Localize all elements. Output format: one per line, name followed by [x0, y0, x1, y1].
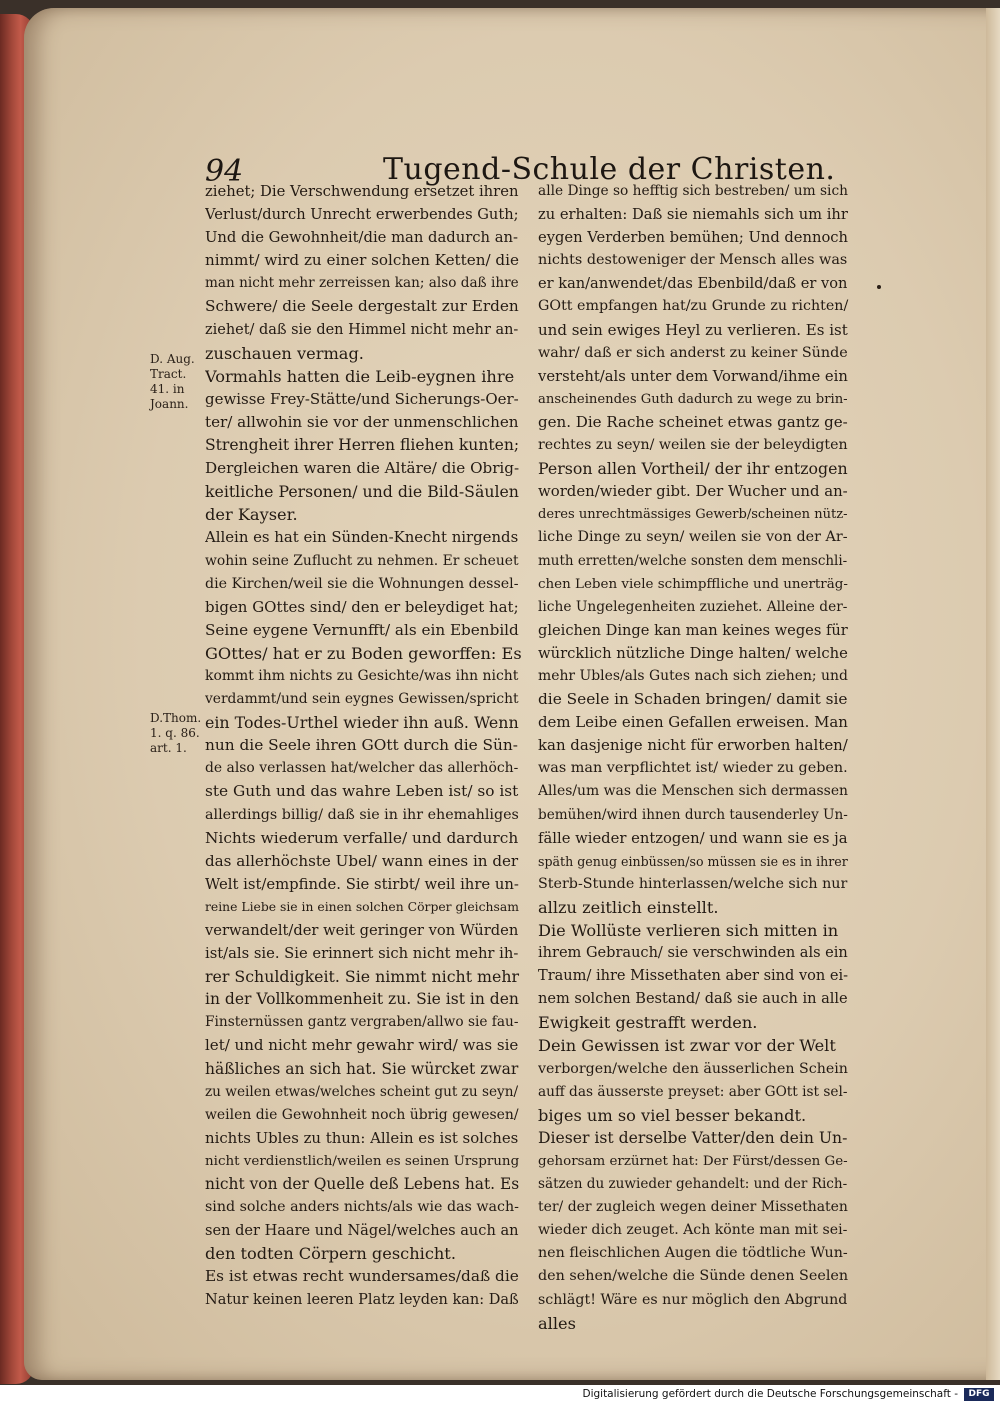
text-line: ter/ allwohin sie vor der unmenschlichen — [205, 412, 519, 431]
text-line: ter/ der zugleich wegen deiner Missethaten — [538, 1199, 848, 1216]
text-line: wieder dich zeuget. Ach könte man mit sei- — [538, 1222, 848, 1239]
text-line: späth genug einbüssen/so müssen sie es in ihrer — [538, 853, 848, 869]
text-line: eygen Verderben bemühen; Und dennoch — [538, 229, 849, 247]
text-line: worden/wieder gibt. Der Wucher und an- — [538, 482, 848, 501]
text-line: Seine eygene Vernunfft/ als ein Ebenbild — [205, 620, 519, 639]
text-line: und sein ewiges Heyl zu verlieren. Es ist — [538, 320, 848, 339]
margin-note-line: D.Thom. — [150, 711, 202, 725]
text-line: gewisse Frey-Stätte/und Sicherungs-Oer- — [205, 389, 519, 408]
text-line: Es ist etwas recht wundersames/daß die — [205, 1267, 519, 1286]
text-line: ein Todes-Urthel wieder ihn auß. Wenn — [205, 713, 519, 733]
text-line: allerdings billig/ daß sie in ihr ehemahliges — [205, 806, 519, 823]
text-line: nicht verdienstlich/weilen es seinen Ursprung — [205, 1153, 520, 1169]
text-line: mehr Ubles/als Gutes nach sich ziehen; und — [538, 667, 848, 684]
page-number: 94 — [205, 154, 244, 189]
text-line: fälle wieder entzogen/ und wann sie es ja — [538, 829, 848, 847]
text-line: anscheinendes Guth dadurch zu wege zu brin- — [538, 391, 848, 407]
text-line: Traum/ ihre Missethaten aber sind von ei- — [538, 968, 849, 985]
text-line: rer Schuldigkeit. Sie nimmt nicht mehr — [205, 967, 520, 987]
right-text-column — [538, 180, 854, 1335]
text-line: auff das äusserste preyset: aber GOtt ist sel- — [538, 1083, 848, 1100]
text-line: GOtt empfangen hat/zu Grunde zu richten/ — [538, 298, 849, 315]
text-line: allzu zeitlich einstellt. — [538, 897, 719, 917]
text-line: deres unrechtmässiges Gewerb/scheinen nütz- — [538, 507, 848, 523]
text-line: Verlust/durch Unrecht erwerbendes Guth; — [205, 206, 519, 224]
text-line: gehorsam erzürnet hat: Der Fürst/dessen Ge- — [538, 1153, 848, 1169]
text-line: GOttes/ hat er zu Boden geworffen: Es — [205, 643, 522, 663]
text-line: zu weilen etwas/welches scheint gut zu seyn/ — [205, 1083, 519, 1100]
text-line: rechtes zu seyn/ weilen sie der beleydigten — [538, 437, 848, 454]
text-line: zu erhalten: Daß sie niemahls sich um ihr — [538, 206, 848, 224]
margin-note-line: Tract. — [150, 367, 187, 381]
text-line: die Seele in Schaden bringen/ damit sie — [538, 690, 848, 709]
text-line: verborgen/welche den äusserlichen Schein — [538, 1060, 848, 1077]
text-line: Strengheit ihrer Herren fliehen kunten; — [205, 436, 520, 455]
text-line: nichts destoweniger der Mensch alles was — [538, 252, 848, 269]
text-line: man nicht mehr zerreissen kan; also daß ihre — [205, 275, 519, 292]
footer-credit-text: Digitalisierung gefördert durch die Deutsche Forschungsgemeinschaft - — [582, 1388, 958, 1400]
text-line: Ewigkeit gestrafft werden. — [538, 1013, 758, 1033]
text-line: nimmt/ wird zu einer solchen Ketten/ die — [205, 251, 519, 270]
text-line: ihrem Gebrauch/ sie verschwinden als ein — [538, 945, 848, 962]
text-line: der Kayser. — [205, 505, 298, 525]
margin-note-line: D. Aug. — [150, 352, 195, 366]
text-line: Dein Gewissen ist zwar vor der Welt — [538, 1036, 836, 1056]
text-line: kommt ihm nichts zu Gesichte/was ihn nicht — [205, 667, 519, 684]
text-line: würcklich nützliche Dinge halten/ welche — [538, 644, 848, 662]
text-line: in der Vollkommenheit zu. Sie ist in den — [205, 990, 519, 1009]
text-line: ist/als sie. Sie erinnert sich nicht mehr ih- — [205, 945, 519, 963]
text-line: Natur keinen leeren Platz leyden kan: Daß — [205, 1291, 519, 1308]
margin-note-line: Joann. — [150, 397, 189, 411]
text-line: Schwere/ die Seele dergestalt zur Erden — [205, 297, 519, 316]
text-line: Dieser ist derselbe Vatter/den dein Un- — [538, 1128, 848, 1147]
text-line: biges um so viel besser bekandt. — [538, 1105, 807, 1125]
text-line: Allein es hat ein Sünden-Knecht nirgends — [205, 528, 519, 547]
text-line: kan dasjenige nicht für erworben halten/ — [538, 736, 848, 755]
margin-note-line: 1. q. 86. — [150, 726, 200, 740]
text-line: weilen die Gewohnheit noch übrig gewesen/ — [205, 1106, 519, 1123]
text-line: nun die Seele ihren GOtt durch die Sün- — [205, 736, 518, 755]
digitization-footer — [0, 1385, 1000, 1404]
text-line: er kan/anwendet/das Ebenbild/daß er von — [538, 275, 848, 293]
text-line: Welt ist/empfinde. Sie stirbt/ weil ihre un- — [205, 875, 519, 893]
running-title: Tugend-Schule der Christen. — [383, 152, 836, 187]
text-line: Sterb-Stunde hinterlassen/welche sich nur — [538, 875, 848, 892]
text-line: sen der Haare und Nägel/welches auch an — [205, 1222, 519, 1240]
text-line: Finsternüssen gantz vergraben/allwo sie fau- — [205, 1014, 519, 1031]
text-line: den sehen/welche die Sünde denen Seelen — [538, 1268, 849, 1285]
text-line: versteht/als unter dem Vorwand/ihme ein — [538, 367, 848, 385]
text-line: dem Leibe einen Gefallen erweisen. Man — [538, 713, 848, 732]
text-line: Nichts wiederum verfalle/ und dardurch — [205, 828, 519, 847]
text-line: verwandelt/der weit geringer von Würden — [205, 922, 519, 939]
text-line: Alles/um was die Menschen sich dermassen — [538, 783, 849, 800]
text-line: den todten Cörpern geschicht. — [205, 1244, 456, 1264]
margin-note-line: art. 1. — [150, 741, 187, 755]
text-line: de also verlassen hat/welcher das allerhöch- — [205, 760, 519, 777]
text-line: bemühen/wird ihnen durch tausenderley Un- — [538, 806, 848, 823]
text-line: ziehet; Die Verschwendung ersetzet ihren — [205, 183, 519, 200]
text-line: bigen GOttes sind/ den er beleydiget hat; — [205, 597, 519, 616]
text-line: ste Guth und das wahre Leben ist/ so ist — [205, 782, 519, 801]
text-line: was man verpflichtet ist/ wieder zu geben. — [538, 760, 848, 777]
text-line: das allerhöchste Ubel/ wann eines in der — [205, 851, 519, 870]
text-line: ziehet/ daß sie den Himmel nicht mehr an- — [205, 321, 519, 338]
text-line: gen. Die Rache scheinet etwas gantz ge- — [538, 412, 848, 431]
text-line: alles — [538, 1313, 576, 1333]
text-line: keitliche Personen/ und die Bild-Säulen — [205, 482, 519, 502]
text-line: wohin seine Zuflucht zu nehmen. Er scheuet — [205, 552, 519, 569]
text-line: sätzen du zuwieder gehandelt: und der Rich- — [538, 1176, 848, 1193]
text-line: chen Leben viele schimpffliche und unerträg- — [538, 576, 848, 592]
text-line: Dergleichen waren die Altäre/ die Obrig- — [205, 459, 520, 478]
text-line: nen fleischlichen Augen die tödtliche Wun- — [538, 1245, 848, 1262]
text-line: gleichen Dinge kan man keines weges für — [538, 621, 848, 639]
text-line: schlägt! Wäre es nur möglich den Abgrund — [538, 1291, 848, 1308]
text-line: muth erretten/welche sonsten dem menschli- — [538, 552, 848, 569]
text-line: sind solche anders nichts/als wie das wach- — [205, 1199, 519, 1216]
margin-note-line: 41. in — [150, 382, 185, 396]
text-line: liche Ungelegenheiten zuziehet. Alleine der- — [538, 598, 848, 615]
ink-speck — [877, 285, 881, 289]
dfg-logo: DFG — [964, 1388, 994, 1401]
text-line: zuschauen vermag. — [205, 343, 364, 363]
text-line: häßliches an sich hat. Sie würcket zwar — [205, 1059, 519, 1078]
text-line: Vormahls hatten die Leib-eygnen ihre — [205, 366, 515, 386]
text-line: Person allen Vortheil/ der ihr entzogen — [538, 459, 848, 479]
text-line: verdammt/und sein eygnes Gewissen/spricht — [205, 691, 519, 708]
text-line: Und die Gewohnheit/die man dadurch an- — [205, 229, 518, 247]
text-line: nichts Ubles zu thun: Allein es ist solches — [205, 1128, 519, 1147]
margin-note-augustine — [150, 352, 208, 412]
text-line: nem solchen Bestand/ daß sie auch in alle — [538, 991, 848, 1008]
text-line: liche Dinge zu seyn/ weilen sie von der Ar- — [538, 529, 848, 546]
text-line: reine Liebe sie in einen solchen Cörper gleichsam — [205, 899, 519, 914]
text-line: nicht von der Quelle deß Lebens hat. Es — [205, 1175, 520, 1194]
margin-note-thomas — [150, 711, 208, 756]
next-page-edge — [986, 8, 1000, 1380]
text-line: Die Wollüste verlieren sich mitten in — [538, 921, 839, 940]
text-line: let/ und nicht mehr gewahr wird/ was sie — [205, 1036, 519, 1055]
text-line: alle Dinge so hefftig sich bestreben/ um sich — [538, 183, 848, 199]
left-text-column — [205, 180, 525, 1312]
text-line: wahr/ daß er sich anderst zu keiner Sünde — [538, 344, 848, 361]
text-line: die Kirchen/weil sie die Wohnungen dessel- — [205, 575, 519, 592]
